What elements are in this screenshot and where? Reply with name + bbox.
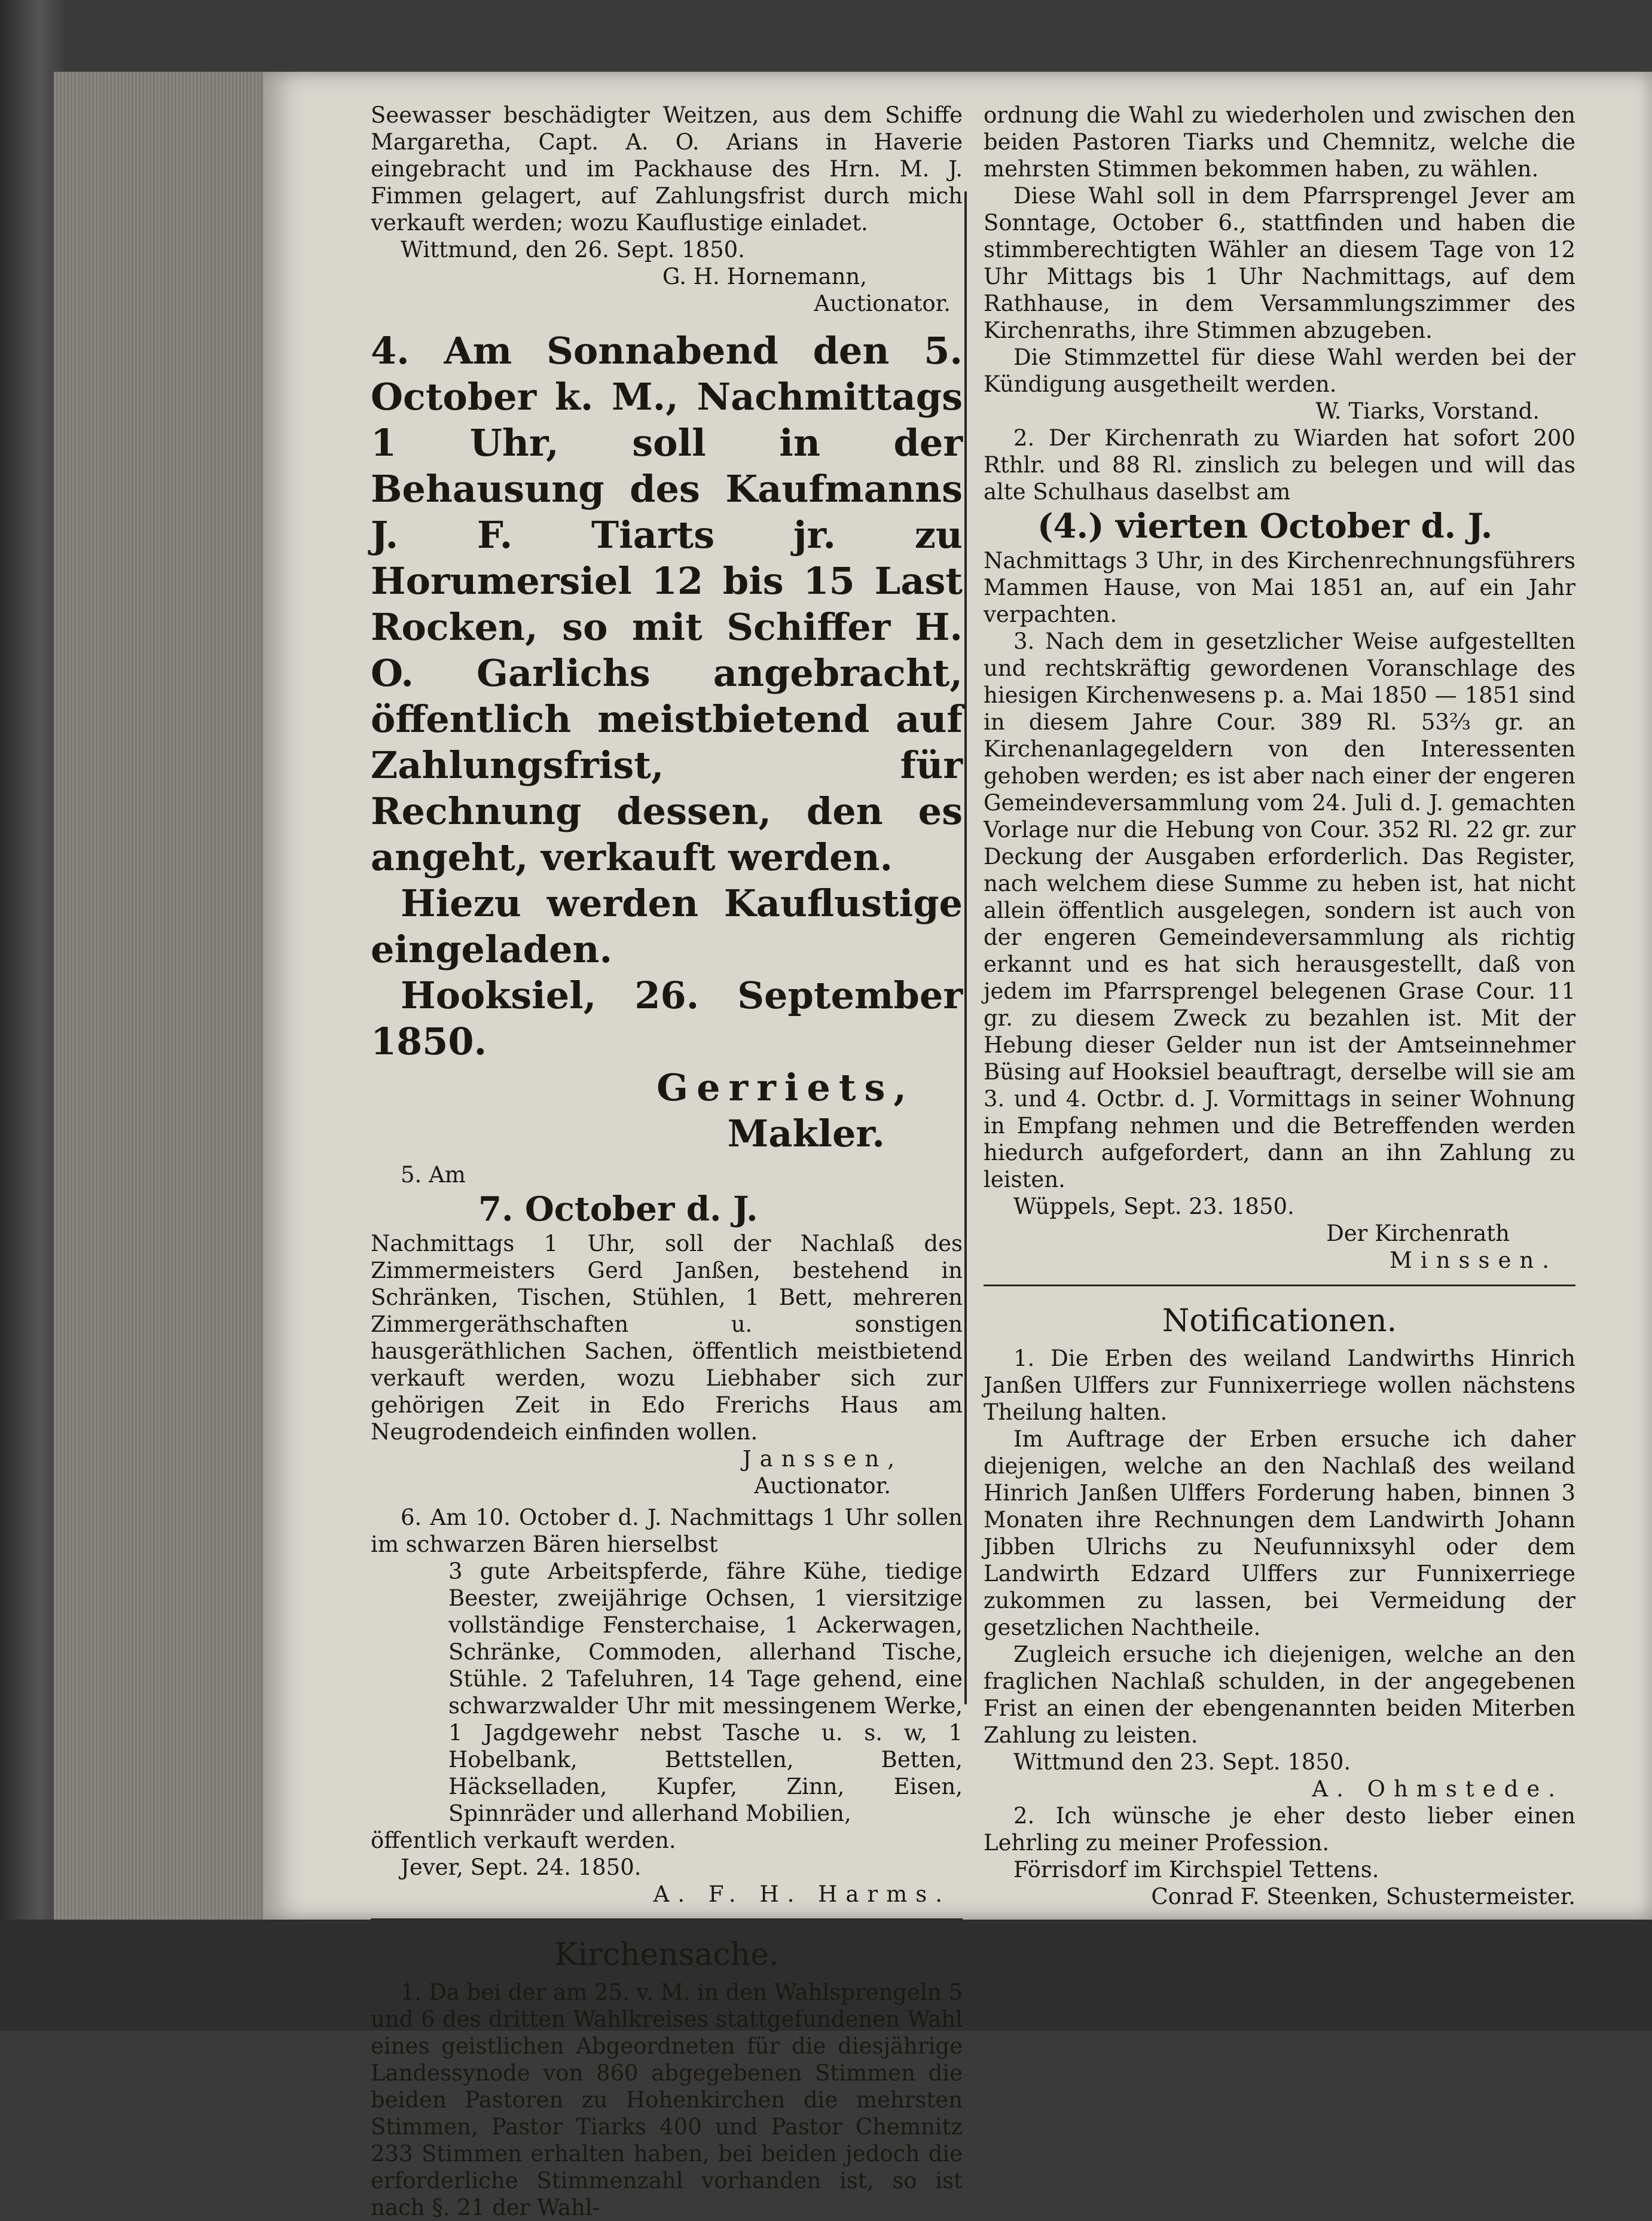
section-rule xyxy=(371,1918,963,1920)
intro-signer-title: Auctionator. xyxy=(814,291,951,316)
intro-signer: G. H. Hornemann, xyxy=(662,264,867,289)
notice-4-invite: Hiezu werden Kauflustige eingeladen. xyxy=(371,881,963,971)
kirchensache-3-signer-name: Minssen. xyxy=(1389,1247,1558,1273)
notification-2-place: Förrisdorf im Kirchspiel Tettens. xyxy=(1013,1857,1379,1883)
notice-5-date: 7. October d. J. xyxy=(478,1189,758,1229)
notice-6-intro: 6. Am 10. October d. J. Nachmittags 1 Uhr sollen im schwarzen Bären hierselbst xyxy=(371,1505,963,1557)
notification-2-signer: Conrad F. Steenken, Schustermeister. xyxy=(1151,1884,1575,1909)
notice-6-place-date: Jever, Sept. 24. 1850. xyxy=(401,1854,642,1880)
section-rule xyxy=(984,1285,1575,1286)
kirchensache-2-cont: Nachmittags 3 Uhr, in des Kirchenrechnungsführers Mammen Hause, von Mai 1851 an, auf ein Jahr verpachten. xyxy=(984,548,1575,627)
notifications-title: Notificationen. xyxy=(1162,1303,1397,1339)
notification-1-p2: Im Auftrage der Erben ersuche ich daher diejenigen, welche an den Nachlaß des weiland Hinrich Janßen Ulffers Forderung haben, binnen 3 Monaten ihre Rechnungen dem Landwirth Johann Jibben Ulrichs zu Neufunnixsyhl oder dem Landwirth Edzard Ulffers zur Funnixerriege zukommen zu lassen, bei Vermeidung der gesetzlichen Nachtheile. xyxy=(984,1426,1575,1640)
intro-text: Seewasser beschädigter Weitzen, aus dem Schiffe Margaretha, Capt. A. O. Arians in Haverie eingebracht und im Packhause des Hrn. M. J. Fimmen gelagert, auf Zahlungsfrist durch mich verkauft werden; wozu Kauflustige einladet. xyxy=(371,102,963,236)
notice-5-signer-title: Auctionator. xyxy=(754,1473,891,1499)
kirchensache-1-p2: Diese Wahl soll in dem Pfarrsprengel Jever am Sonntage, October 6., stattfinden und haben die stimmberechtigten Wähler an diesem Tage von 12 Uhr Mittags bis 1 Uhr Nachmittags, auf dem Rathhause, in dem Versammlungszimmer des Kirchenraths, ihre Stimmen abzugeben. xyxy=(984,183,1575,343)
kirchensache-1-signer: W. Tiarks, Vorstand. xyxy=(1315,398,1540,424)
notice-5-signer: Janssen, xyxy=(742,1446,903,1472)
notice-4-text: 4. Am Sonnabend den 5. October k. M., Nachmittags 1 Uhr, soll in der Behausung des Kaufmanns J. F. Tiarts jr. zu Horumersiel 12 bis 15 Last Rocken, so mit Schiffer H. O. Garlichs angebracht, öffentlich meistbietend auf Zahlungsfrist, für Rechnung dessen, den es angeht, verkauft werden. xyxy=(371,329,963,879)
notification-1-p3: Zugleich ersuche ich diejenigen, welche an den fraglichen Nachlaß schulden, in der angegebenen Frist an einen der ebengenannten beiden Miterben Zahlung zu leisten. xyxy=(984,1642,1575,1748)
kirchensache-title: Kirchensache. xyxy=(554,1937,779,1973)
notice-6-signer: A. F. H. Harms. xyxy=(653,1881,951,1907)
kirchensache-2-date: (4.) vierten October d. J. xyxy=(1037,507,1493,546)
kirchensache-2: 2. Der Kirchenrath zu Wiarden hat sofort 200 Rthlr. und 88 Rl. zinslich zu belegen und will das alte Schulhaus daselbst am xyxy=(984,425,1575,505)
left-column xyxy=(371,102,963,2221)
kirchensache-3: 3. Nach dem in gesetzlicher Weise aufgestellten und rechtskräftig gewordenen Voranschlage des hiesigen Kirchenwesens p. a. Mai 1850 — 1851 sind in diesem Jahre Cour. 389 Rl. 53⅔ gr. an Kirchenanlagegeldern von den Interessenten gehoben werden; es ist aber nach einer der engeren Gemeindeversammlung vom 24. Juli d. J. gemachten Vorlage nur die Hebung von Cour. 352 Rl. 22 gr. zur Deckung der Ausgaben erforderlich. Das Register, nach welchem diese Summe zu heben ist, hat nicht allein öffentlich ausgelegen, sondern ist auch von der engeren Gemeindeversammlung als richtig erkannt und es hat sich herausgestellt, daß von jedem im Pfarrsprengel belegenen Grase Cour. 11 gr. zu diesem Zweck zu bezahlen ist. Mit der Hebung dieser Gelder nun ist der Amtseinnehmer Büsing auf Hooksiel beauftragt, derselbe will sie am 3. und 4. Octbr. d. J. Vormittags in seiner Wohnung in Empfang nehmen und die Betreffenden werden hiedurch aufgefordert, dann an ihn Zahlung zu leisten. xyxy=(984,629,1575,1192)
right-column xyxy=(984,102,1575,1910)
notice-4-place-date: Hooksiel, 26. September 1850. xyxy=(371,974,963,1063)
kirchensache-1: 1. Da bei der am 25. v. M. in den Wahlsprengeln 5 und 6 des dritten Wahlkreises stattgefundenen Wahl eines geistlichen Abgeordneten für die diesjährige Landessynode von 860 abgegebenen Stimmen die beiden Pastoren zu Hohenkirchen die mehrsten Stimmen, Pastor Tiarks 400 und Pastor Chemnitz 233 Stimmen erhalten haben, bei beiden jedoch die erforderliche Stimmenzahl vorhanden ist, so ist nach §. 21 der Wahl- xyxy=(371,1979,963,2220)
column-divider xyxy=(964,191,967,1704)
kirchensache-1-p3: Die Stimmzettel für diese Wahl werden bei der Kündigung ausgetheilt werden. xyxy=(984,344,1575,397)
kirchensache-3-place-date: Wüppels, Sept. 23. 1850. xyxy=(1013,1194,1294,1219)
notice-4-signer-title: Makler. xyxy=(727,1112,885,1155)
intro-place-date: Wittmund, den 26. Sept. 1850. xyxy=(401,237,745,263)
notice-6-outro: öffentlich verkauft werden. xyxy=(371,1828,676,1853)
notification-1-place-date: Wittmund den 23. Sept. 1850. xyxy=(1013,1749,1351,1775)
kirchensache-3-signer: Der Kirchenrath xyxy=(1326,1221,1510,1246)
notice-6-list: 3 gute Arbeitspferde, fähre Kühe, tiedige Beester, zweijährige Ochsen, 1 viersitzige vollständige Fensterchaise, 1 Ackerwagen, Schränke, Commoden, allerhand Tische, Stühle. 2 Tafeluhren, 14 Tage gehend, eine schwarzwalder Uhr mit messingenem Werke, 1 Jagdgewehr nebst Tasche u. s. w, 1 Hobelbank, Bettstellen, Betten, Häckselladen, Kupfer, Zinn, Eisen, Spinnräder und allerhand Mobilien, xyxy=(448,1558,963,1826)
kirchensache-1-cont: ordnung die Wahl zu wiederholen und zwischen den beiden Pastoren Tiarks und Chemnitz, welche die mehrsten Stimmen bekommen haben, zu wählen. xyxy=(984,102,1575,182)
notification-1-signer: A. Ohmstede. xyxy=(1312,1776,1564,1802)
notice-5-label: 5. Am xyxy=(401,1162,466,1188)
notice-4-signer: Gerriets, xyxy=(656,1066,915,1109)
notice-5-text: Nachmittags 1 Uhr, soll der Nachlaß des Zimmermeisters Gerd Janßen, bestehend in Schränken, Tischen, Stühlen, 1 Bett, mehreren Zimmergeräthschaften u. sonstigen hausgeräthlichen Sachen, öffentlich meistbietend verkauft werden, wozu Liebhaber sich zur gehörigen Zeit in Edo Frerichs Haus am Neugrodendeich einfinden wollen. xyxy=(371,1231,963,1445)
notification-2: 2. Ich wünsche je eher desto lieber einen Lehrling zu meiner Profession. xyxy=(984,1803,1575,1856)
page-edges xyxy=(54,72,271,1920)
notification-1: 1. Die Erben des weiland Landwirths Hinrich Janßen Ulffers zur Funnixerriege wollen nächstens Theilung halten. xyxy=(984,1346,1575,1425)
